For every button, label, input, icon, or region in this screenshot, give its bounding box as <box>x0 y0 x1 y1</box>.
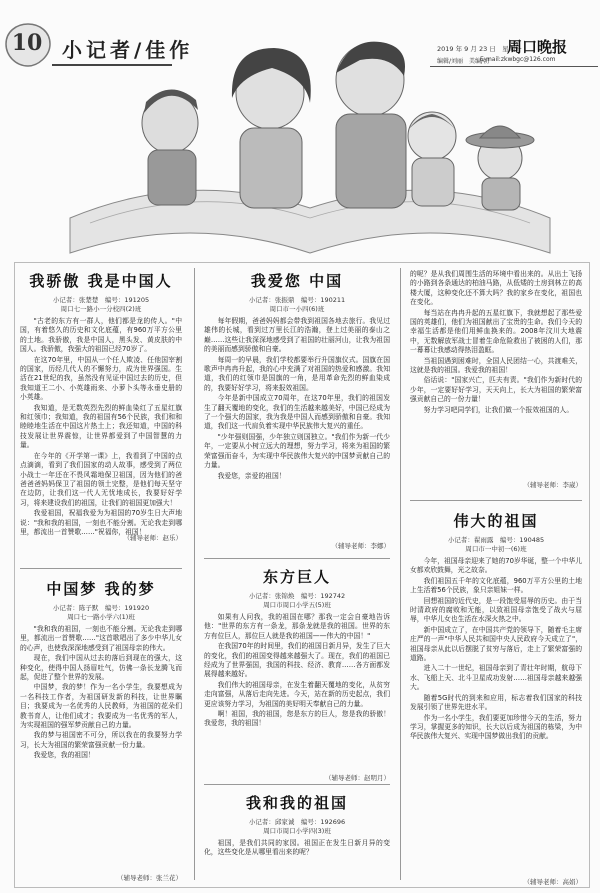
article-paragraph: 当祖国遇到困难时，全国人民团结一心，共渡难关，这就是我的祖国。我爱我的祖国！ <box>410 356 582 375</box>
article-body <box>204 317 390 539</box>
article-title: 我骄傲 我是中国人 <box>29 272 173 290</box>
email-address: E-mail:zkwbgc@126.com <box>480 56 556 63</box>
article-paragraph: 每周一的早晨，我们学校都要举行升国旗仪式。国旗在国歌声中冉冉升起，我的心中充满了对祖国的热爱和感激。我知道，我们的红领巾是国旗的一角，是用革命先烈的鲜血染成的，我要好好学习，将来报效祖国。 <box>204 355 390 392</box>
article-body-continued <box>410 270 582 478</box>
article-title: 我爱您 中国 <box>250 272 344 290</box>
article-school: 周口七一路小学六(1)班 <box>67 613 135 621</box>
article-paragraph: 今年，祖国母亲迎来了她的70岁华诞，整一个中华儿女都欢欣鼓舞，光之故奈。 <box>410 557 582 575</box>
page-number: 10 <box>11 30 43 56</box>
article-paragraph: 我们祖国五千年的文化底蕴，960万平方公里的土地上生活着56个民族，象只亲姐妹一样。 <box>410 576 582 595</box>
article-byline: 小记者：张楚楚 编号：191205 <box>52 296 150 304</box>
column-2 <box>204 270 390 550</box>
article-tutor: （辅导老师：张兰花） <box>117 874 182 882</box>
article-tutor: （辅导老师：高娟） <box>523 878 582 886</box>
article-school: 周口市一中初一(6)班 <box>465 545 527 553</box>
article-tutor: （辅导老师：赵乐） <box>123 534 182 542</box>
article-paragraph: 现在，我们中国从过去的落后到现在的强大，这种变化，使得中国人扬眉吐气，仿佛一条长龙腾飞而起，促进了整个世界的发展。 <box>20 654 182 682</box>
article-divider <box>410 500 582 501</box>
column-divider <box>400 268 401 880</box>
article-paragraph: 今年是新中国成立70周年，在这70年里，我们的祖国发生了翻天覆地的变化，我们的生活越来越美好，中国已经成为了一个强大的国家，我为我是中国人而感到骄傲和自豪。我知道，我们这一代肩负着实现中华民族伟大复兴的重任。 <box>204 394 390 431</box>
article-paragraph: "我和我的祖国，一刻也不能分割。无论我走到哪里，都流出一首赞歌……"这首歌唱出了多少中华儿女的心声，也使我深深地感受到了祖国母亲的伟大。 <box>20 625 182 652</box>
article-paragraph: 作为一名小学生，我们要更加珍惜今天的生活，努力学习，掌握更多的知识，长大以后成为祖国的栋梁，为中华民族伟大复兴、实现中国梦做出我们的贡献。 <box>410 713 582 741</box>
column-2-lower <box>204 792 390 887</box>
article-byline: 小记者：翟雨露 编号：190485 <box>447 536 545 544</box>
article-body <box>410 557 582 875</box>
article-byline: 小记者：张振鼎 编号：190211 <box>248 296 346 304</box>
article-paragraph: 俗话说："国家兴亡，匹夫有责。"我们作为新时代的少年，一定要好好学习，天天向上，长大为祖国的繁荣富强贡献自己的一份力量！ <box>410 376 582 404</box>
article-byline: 小记者：邱家诚 编号：192696 <box>248 818 346 826</box>
article-byline: 小记者：陈子默 编号：191920 <box>52 604 150 612</box>
article-title: 伟大的祖国 <box>453 512 539 530</box>
column-1-lower <box>20 578 182 882</box>
article-paragraph: 祖国，是我们共同的家园。祖国正在发生日新月异的变化，这些变化是从哪里看出来的呢？ <box>204 839 390 857</box>
newspaper-name: 周口晚报 <box>507 38 568 56</box>
article-divider <box>20 568 182 569</box>
article-school: 周口市周口小学五(5)班 <box>263 601 331 609</box>
article-title: 东方巨人 <box>262 568 331 586</box>
article-paragraph: 的呢？是从我们周围生活的环境中看出来的。从出土飞扬的小路到各条通达的柏油马路，从低矮的土房到林立的高楼大厦，这种变化还不算大吗？我的家乡在变化，祖国也在变化。 <box>410 270 582 307</box>
article-paragraph: 我爱祖国，祝福我爱为为祖国的70岁生日大声地说："我和我的祖国，一刻也不能分割。无论我走到哪里，都流出一首赞歌……"祝福你，祖国！ <box>20 509 182 536</box>
article-paragraph: 如果有人问我，我的祖国在哪？那我一定会自豪地告诉他："世界的东方有一条龙，那条龙就是我的祖国。世界的东方有位巨人，那位巨人就是我的祖国——伟大的中国！" <box>204 613 390 640</box>
article-paragraph: "古老的东方有一群人，他们都是龙的传人。"中国，有着悠久的历史和文化底蕴，有960万平方公里的土地。我骄傲，我是中国人，黑头发、黄皮肤的中国人。我骄傲，我强大的祖国已经70岁了。 <box>20 317 182 354</box>
article-paragraph: 新中国成立了，在中国共产党的领导下，随着毛主席庄严的一声"中华人民共和国中央人民政府今天成立了"，祖国母亲从此以后摆脱了贫穷与落后，走上了繁荣富强的道路。 <box>410 625 582 663</box>
article-paragraph: "少年强则国强，少年独立则国独立。"我们作为新一代少年，一定要从小树立远大的理想，努力学习，将来为祖国的繁荣富强而奋斗，为实现中华民族伟大复兴的中国梦贡献自己的力量。 <box>204 432 390 470</box>
article-paragraph: 每当站在冉冉升起的五星红旗下，我就想起了那些爱国的英雄们，他们为祖国献出了宝贵的生命。我们今天的幸福生活都是他们用鲜血换来的。2008年汶川大地震中，无数解放军战士冒着生命危险救出了被困的人们，那一幕幕让我感动得热泪盈眶。 <box>410 308 582 355</box>
article-paragraph: 回想祖国的近代史，是一段饱受屈辱的历史。由于当时清政府的腐败和无能，以致祖国母亲饱受了战火与屈辱，中华儿女也生活在水深火热之中。 <box>410 596 582 624</box>
column-3-lower <box>410 510 582 886</box>
article-paragraph: 我爱您，我的祖国！ <box>33 751 95 760</box>
article-paragraph: 每年假期，爸爸妈妈都会带我到祖国各地去旅行。我见过雄伟的长城，看到过万里长江的浩瀚，登上过美丽的泰山之巅……这些让我深深地感受到了祖国的壮丽河山，让我为祖国的美丽而感到骄傲和自豪。 <box>204 317 390 354</box>
article-tutor: （辅导老师：赵明月） <box>325 774 390 782</box>
section-title: 小记者/佳作 <box>62 38 194 62</box>
article-paragraph: 我的梦与祖国密不可分，所以我在的我要努力学习，长大为祖国的繁荣富强贡献一份力量。 <box>20 731 182 749</box>
article-school: 周口七一路小一分校四(2)班 <box>60 305 142 313</box>
column-3 <box>410 270 582 489</box>
article-paragraph: 努力学习吧同学们，让我们做一个报效祖国的人。 <box>423 405 574 414</box>
article-tutor: （辅导老师：李娜） <box>331 542 390 550</box>
article-byline: 小记者：张锦焕 编号：192742 <box>248 592 346 600</box>
article-school: 周口市一小四(6)班 <box>269 305 325 313</box>
article-paragraph: 进入二十一世纪，祖国母亲到了青壮年时期，航母下水、飞船上天、北斗卫星成功发射……祖国母亲越来越强大。 <box>410 664 582 692</box>
column-1 <box>20 270 182 542</box>
column-2-middle <box>204 566 390 782</box>
article-body <box>20 317 182 536</box>
article-tutor: （辅导老师：李崴） <box>523 481 582 489</box>
issue-date: 2019 年 9 月 23 日 星期一 <box>437 45 522 53</box>
article-divider <box>204 784 390 785</box>
article-paragraph: 在今年的《开学第一课》上，我看到了中国的点点滴滴，看到了我们国家的动人故事，感受到了两位小战士一年还在不畏风霜地保卫祖国，因为他们的爸爸爸爸妈妈保卫了祖国的领土完整，是他们每天坚守在边防，让我们这一代人无忧地成长，我要好好学习，将来建设我们的祖国，让我们的祖国更加强大！ <box>20 451 182 507</box>
family-illustration <box>60 18 560 258</box>
column-divider <box>194 268 195 880</box>
article-body <box>20 625 182 871</box>
article-paragraph: 啊！祖国，我的祖国，您是东方的巨人，您是我的骄傲！我爱您，我的祖国！ <box>204 710 390 728</box>
article-paragraph: 我们伟大的祖国母亲，在发生着翻天覆地的变化，从贫穷走向富强，从落后走向先进。今天，站在新的历史起点，我们更应该努力学习，为祖国的美好明天奉献自己的力量。 <box>204 680 390 708</box>
article-divider <box>204 558 390 559</box>
article-paragraph: 随着5G时代的到来和应用，标志着我们国家的科技发展引领了世界先进水平。 <box>410 693 582 712</box>
article-paragraph: 我爱您，亲爱的祖国！ <box>217 471 286 480</box>
article-school: 周口市周口小学四(3)班 <box>263 827 331 835</box>
article-paragraph: 中国梦，我的梦！作为一名小学生，我要想成为一名科技工作者，为祖国研发新的科技，让世界瞩目；我要成为一名优秀的人民教师，为祖国的花朵们教书育人，让他们成才；我要成为一名优秀的军人，为实现祖国的强军梦贡献自己的力量。 <box>20 683 182 730</box>
article-body <box>204 839 390 887</box>
article-body <box>204 613 390 771</box>
editor-credit: 编辑/刘丽 美编/朝 <box>437 58 490 65</box>
article-title: 我和我的祖国 <box>245 794 348 812</box>
article-paragraph: 我知道，是无数英烈先烈的鲜血染红了五星红旗和红领巾；我知道，我的祖国有56个民族，我们和和睦睦地生活在中国这片热土上；我还知道，中国的科技发展让世界震惊，让世界都爱到了中国智慧的力量。 <box>20 403 182 450</box>
article-paragraph: 在这70年里，中国从一个任人欺凌、任他国宰割的国家，历经几代人的不懈努力，成为世界强国。生活在21世纪的我，虽然没有见证中国过去的历史，但我知道王二小、小英雄雨来、小萝卜头等永垂史册的小英雄。 <box>20 355 182 402</box>
article-title: 中国梦 我的梦 <box>46 580 156 598</box>
article-paragraph: 在我国70年的时间里，我们的祖国日新月异，发生了巨大的变化，我们的祖国变得越来越强大了。现在，我们的祖国已经成为了世界强国，我国的科技、经济、教育……各方面都发展得越来越好。 <box>204 642 390 679</box>
